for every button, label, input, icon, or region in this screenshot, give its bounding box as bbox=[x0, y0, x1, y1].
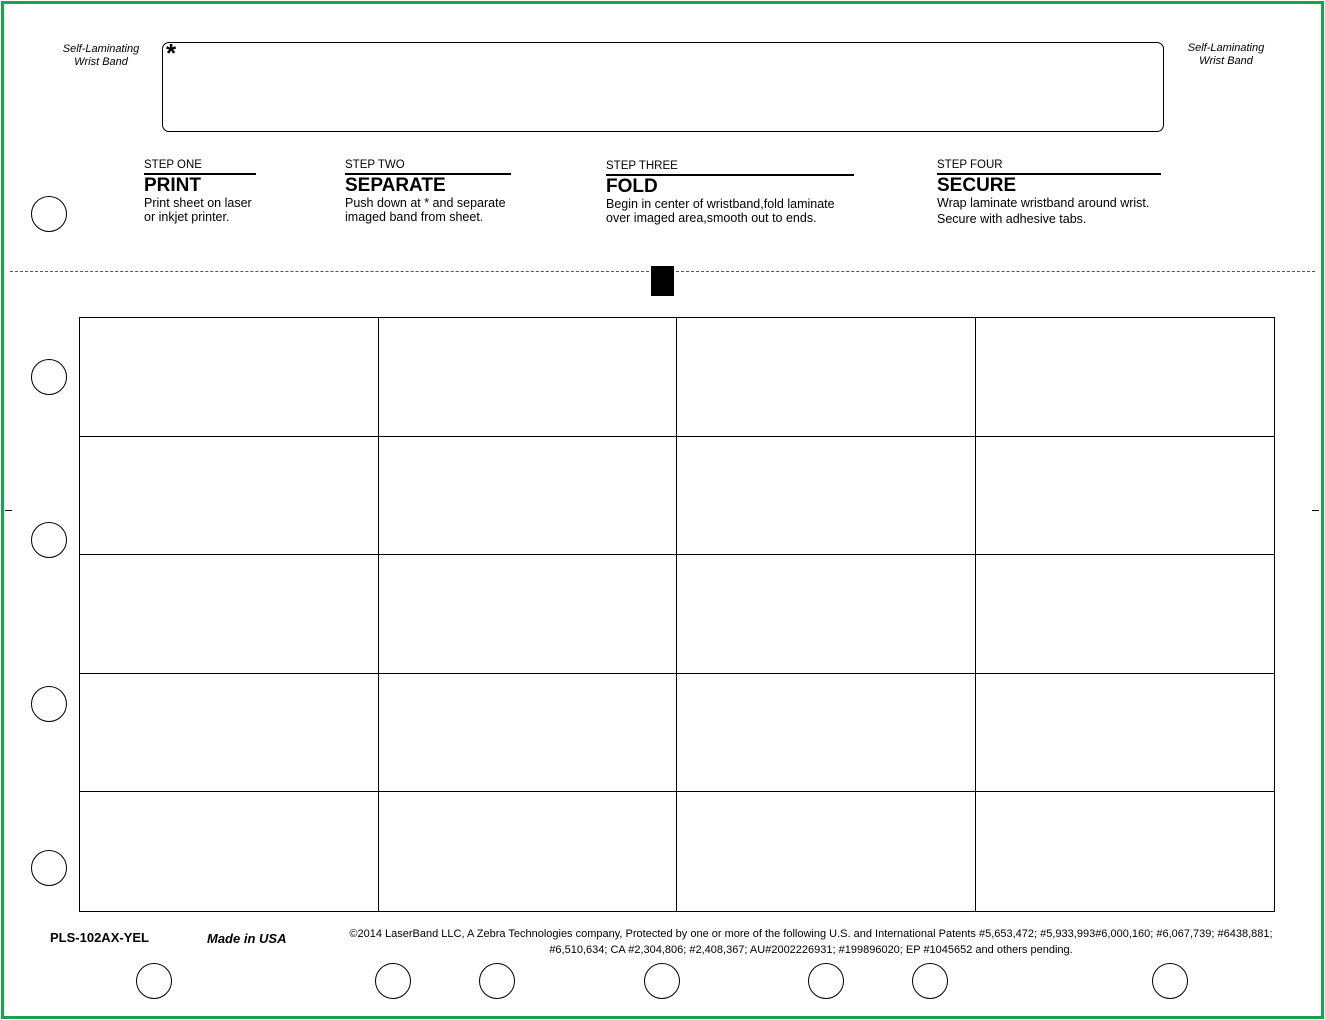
label-cell[interactable] bbox=[677, 437, 976, 556]
punch-hole bbox=[479, 963, 515, 999]
copyright-line-2: #6,510,634; CA #2,304,806; #2,408,367; AU#2002226931; #199896020; EP #1045652 and others pending. bbox=[549, 944, 1073, 956]
punch-hole bbox=[31, 359, 67, 395]
label-cell[interactable] bbox=[379, 674, 678, 793]
label-cell[interactable] bbox=[677, 674, 976, 793]
label-cell[interactable] bbox=[976, 674, 1275, 793]
label-cell[interactable] bbox=[976, 792, 1275, 911]
label-cell[interactable] bbox=[80, 792, 379, 911]
step-four-desc-line2: Secure with adhesive tabs. bbox=[937, 212, 1087, 226]
step-three-desc-line1: Begin in center of wristband,fold laminate bbox=[606, 197, 835, 211]
step-three-number: STEP THREE bbox=[606, 160, 854, 176]
label-cell[interactable] bbox=[80, 674, 379, 793]
band-label-left-line1: Self-Laminating bbox=[62, 43, 140, 55]
product-sku: PLS-102AX-YEL bbox=[50, 930, 149, 945]
step-two bbox=[345, 159, 585, 224]
band-label-right bbox=[1175, 42, 1277, 68]
label-cell[interactable] bbox=[976, 318, 1275, 437]
step-two-number: STEP TWO bbox=[345, 159, 511, 175]
punch-hole bbox=[1152, 963, 1188, 999]
step-one-number: STEP ONE bbox=[144, 159, 256, 175]
band-label-right-line1: Self-Laminating bbox=[1187, 42, 1265, 54]
label-cell[interactable] bbox=[80, 318, 379, 437]
label-cell[interactable] bbox=[677, 555, 976, 674]
punch-hole bbox=[31, 522, 67, 558]
step-three bbox=[606, 160, 906, 225]
punch-hole bbox=[31, 196, 67, 232]
label-cell[interactable] bbox=[80, 555, 379, 674]
label-cell[interactable] bbox=[677, 318, 976, 437]
wristband-print-area bbox=[162, 38, 1164, 132]
band-label-left-line2: Wrist Band bbox=[74, 56, 128, 68]
step-four bbox=[937, 159, 1237, 226]
step-one-desc-line2: or inkjet printer. bbox=[144, 210, 230, 224]
step-three-title: FOLD bbox=[606, 176, 658, 197]
step-four-title: SECURE bbox=[937, 175, 1017, 196]
punch-hole bbox=[31, 686, 67, 722]
label-cell[interactable] bbox=[976, 437, 1275, 556]
band-label-left bbox=[50, 43, 152, 69]
punch-hole bbox=[644, 963, 680, 999]
alignment-mark bbox=[651, 266, 674, 296]
label-cell[interactable] bbox=[677, 792, 976, 911]
punch-hole bbox=[31, 850, 67, 886]
step-four-number: STEP FOUR bbox=[937, 159, 1161, 175]
label-cell[interactable] bbox=[976, 555, 1275, 674]
right-edge-tick bbox=[1312, 510, 1319, 511]
punch-hole bbox=[136, 963, 172, 999]
label-cell[interactable] bbox=[80, 437, 379, 556]
punch-hole bbox=[912, 963, 948, 999]
step-one bbox=[144, 159, 344, 224]
label-cell[interactable] bbox=[379, 792, 678, 911]
punch-hole bbox=[375, 963, 411, 999]
step-four-desc-line1: Wrap laminate wristband around wrist. bbox=[937, 196, 1150, 210]
label-grid bbox=[79, 317, 1275, 912]
copyright-notice bbox=[316, 926, 1306, 958]
copyright-line-1: ©2014 LaserBand LLC, A Zebra Technologies company, Protected by one or more of the following U.S. and International Patents #5,653,472; #5,933,993#6,000,160; #6,067,739; #6438,881; bbox=[349, 928, 1273, 940]
step-one-desc-line1: Print sheet on laser bbox=[144, 196, 252, 210]
band-label-right-line2: Wrist Band bbox=[1199, 55, 1253, 67]
punch-hole bbox=[808, 963, 844, 999]
step-two-desc-line1: Push down at * and separate bbox=[345, 196, 506, 210]
made-in-label: Made in USA bbox=[207, 931, 287, 946]
label-cell[interactable] bbox=[379, 318, 678, 437]
label-cell[interactable] bbox=[379, 555, 678, 674]
step-two-title: SEPARATE bbox=[345, 175, 446, 196]
separation-point-asterisk: * bbox=[166, 38, 177, 68]
label-cell[interactable] bbox=[379, 437, 678, 556]
step-three-desc-line2: over imaged area,smooth out to ends. bbox=[606, 211, 817, 225]
left-edge-tick bbox=[5, 510, 12, 511]
step-two-desc-line2: imaged band from sheet. bbox=[345, 210, 484, 224]
step-one-title: PRINT bbox=[144, 175, 201, 196]
